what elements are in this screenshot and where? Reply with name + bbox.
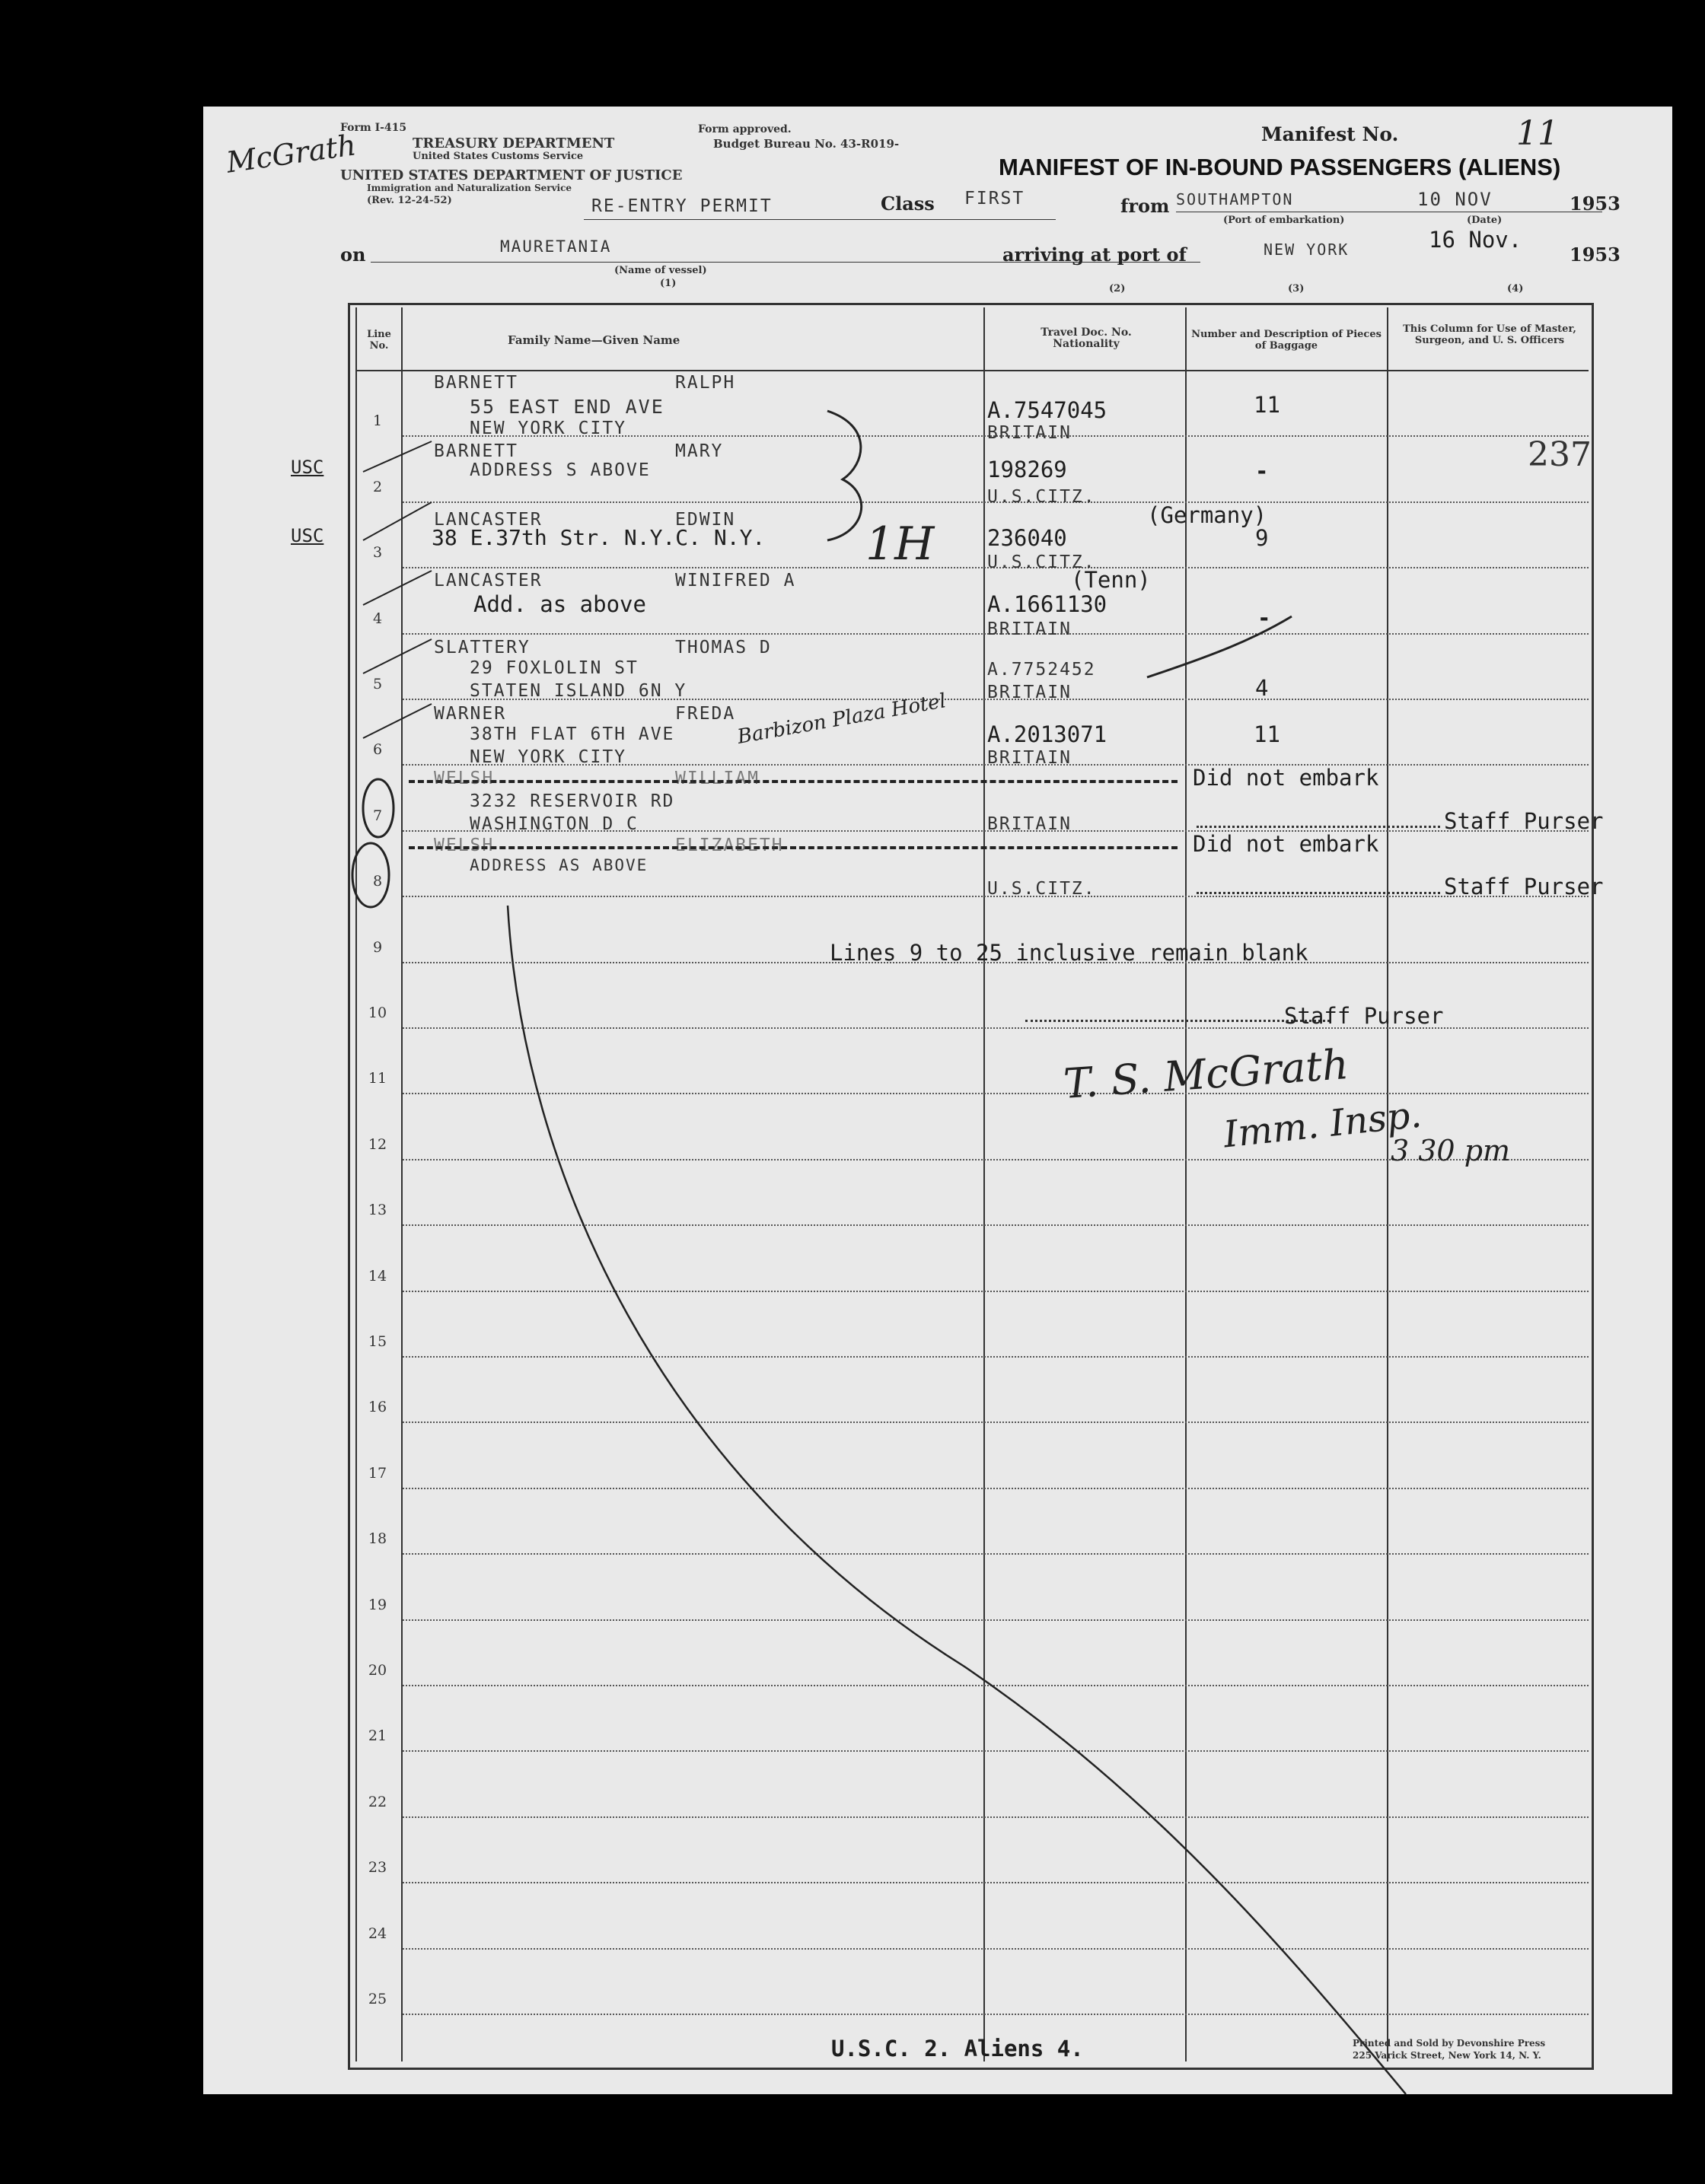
row-number: 16 [368, 1399, 387, 1416]
passenger-3-doc-note: (Germany) [1147, 502, 1267, 528]
passenger-4-doc-note: (Tenn) [1071, 567, 1151, 593]
passenger-2-nationality: U.S.CITZ. [987, 487, 1096, 507]
vessel-caption: (Name of vessel) [614, 265, 707, 276]
row-rule [403, 1948, 1589, 1950]
passenger-7-address-1: 3232 RESERVOIR RD [470, 791, 675, 811]
row-rule [403, 1291, 1589, 1292]
passenger-1-address-1: 55 EAST END AVE [470, 396, 664, 418]
passenger-7-nationality: BRITAIN [987, 814, 1072, 834]
time-note: 3 30 pm [1391, 1134, 1511, 1167]
on-label: on [340, 244, 366, 266]
passenger-5-doc: A.7752452 [987, 660, 1096, 680]
row-number: 2 [372, 478, 383, 495]
row-number: 9 [372, 938, 383, 956]
passenger-1-given: RALPH [675, 373, 736, 393]
passenger-3-doc: 236040 [987, 525, 1067, 551]
passenger-7-status: Did not embark [1193, 765, 1379, 791]
form-approved: Form approved. [698, 123, 792, 135]
passenger-6-doc: A.2013071 [987, 721, 1107, 747]
form-title: MANIFEST OF IN-BOUND PASSENGERS (ALIENS) [999, 154, 1561, 180]
passenger-4-address-1: Add. as above [473, 591, 646, 617]
row-rule [403, 1750, 1589, 1752]
officer-note-237: 237 [1528, 435, 1592, 474]
name-heading: Family Name—Given Name [508, 333, 680, 347]
row-rule [403, 1553, 1589, 1555]
passenger-4-family: LANCASTER [434, 571, 543, 591]
printer-line-1: Printed and Sold by Devonshire Press [1353, 2038, 1546, 2049]
immigration-inspector-mark: Imm. Insp. [1221, 1093, 1424, 1157]
column-number-2: (2) [1109, 283, 1126, 294]
ins-service: Immigration and Naturalization Service [367, 183, 572, 193]
passenger-5-nationality: BRITAIN [987, 683, 1072, 702]
manifest-page [203, 107, 1672, 2094]
passenger-2-baggage: - [1255, 458, 1269, 484]
passenger-3-address-1: 38 E.37th Str. N.Y.C. N.Y. [432, 525, 766, 550]
row-rule [403, 1422, 1589, 1423]
date-caption: (Date) [1467, 215, 1503, 226]
depart-date: 10 NOV [1417, 189, 1493, 210]
row-number: 10 [368, 1004, 387, 1021]
passenger-6-nationality: BRITAIN [987, 748, 1072, 768]
row-number: 20 [368, 1662, 387, 1679]
row-rule [403, 1356, 1589, 1358]
passenger-7-purser: Staff Purser [1444, 808, 1604, 834]
row-number: 21 [368, 1727, 387, 1745]
usc-mark-2: USC [291, 525, 324, 546]
passenger-4-given: WINIFRED A [675, 571, 796, 591]
row-number: 14 [368, 1267, 387, 1285]
line-no-heading: Line No. [367, 329, 391, 352]
passenger-2-doc: 198269 [987, 457, 1067, 482]
column-number-3: (3) [1288, 283, 1305, 294]
passenger-3-nationality: U.S.CITZ. [987, 552, 1096, 572]
passenger-8-address-1: ADDRESS AS ABOVE [470, 856, 649, 874]
permit-type: RE-ENTRY PERMIT [591, 196, 773, 216]
row-number: 15 [368, 1333, 387, 1350]
passenger-1-doc: A.7547045 [987, 397, 1107, 423]
form-revision: (Rev. 12-24-52) [367, 195, 452, 206]
passenger-6-hand-note: Barbizon Plaza Hotel [735, 689, 948, 749]
row-number: 18 [368, 1530, 387, 1548]
row-rule [403, 1816, 1589, 1818]
inspector-signature: T. S. McGrath [1062, 1039, 1350, 1109]
column-number-4: (4) [1507, 283, 1524, 294]
passenger-4-doc: A.1661130 [987, 591, 1107, 617]
row-number: 4 [372, 610, 383, 627]
passenger-2-family: BARNETT [434, 441, 518, 461]
passenger-8-purser: Staff Purser [1444, 874, 1604, 899]
row-number: 11 [368, 1070, 387, 1087]
passenger-3-baggage: 9 [1255, 525, 1269, 551]
from-label: from [1120, 195, 1170, 217]
passenger-4-baggage: - [1257, 605, 1271, 631]
passenger-1-nationality: BRITAIN [987, 423, 1072, 443]
passenger-8-status: Did not embark [1193, 831, 1379, 857]
from-value: SOUTHAMPTON [1176, 190, 1294, 209]
passenger-8-nationality: U.S.CITZ. [987, 879, 1096, 899]
depart-year: 1953 [1570, 193, 1621, 215]
row-number: 17 [368, 1464, 387, 1482]
row-number: 22 [368, 1793, 387, 1810]
arrival-port: NEW YORK [1264, 240, 1350, 259]
passenger-7-address-2: WASHINGTON D C [470, 814, 639, 834]
row-number: 5 [372, 676, 383, 692]
manifest-no-value: 11 [1516, 114, 1559, 153]
row-number: 25 [368, 1991, 387, 2007]
manifest-no-label: Manifest No. [1261, 123, 1399, 145]
row-number: 12 [368, 1135, 387, 1153]
baggage-heading: Number and Description of Pieces of Baggage [1191, 329, 1382, 352]
arriving-label: arriving at port of [1002, 244, 1187, 266]
passenger-3-family: LANCASTER [434, 510, 543, 530]
row-number: 7 [372, 807, 383, 824]
row-number: 13 [368, 1202, 387, 1219]
officers-heading: This Column for Use of Master, Surgeon, and U. S. Officers [1403, 323, 1576, 346]
passenger-5-address-1: 29 FOXLOLIN ST [470, 658, 639, 678]
passenger-5-baggage: 4 [1255, 675, 1269, 701]
row-rule [403, 1882, 1589, 1883]
class-label: Class [881, 193, 935, 215]
corner-initials: McGrath [224, 128, 359, 180]
row-number: 23 [368, 1859, 387, 1877]
passenger-5-address-2: STATEN ISLAND 6N Y [470, 681, 687, 701]
budget-bureau: Budget Bureau No. 43-R019- [713, 137, 900, 151]
passenger-7-given: WILLIAM [675, 769, 760, 788]
passenger-1-baggage: 11 [1254, 392, 1280, 418]
row-number: 1 [372, 412, 383, 430]
printer-line-2: 225 Varick Street, New York 14, N. Y. [1353, 2050, 1541, 2061]
row-rule [403, 1224, 1589, 1226]
passenger-5-family: SLATTERY [434, 638, 531, 657]
passenger-6-family: WARNER [434, 704, 507, 724]
row-rule [403, 1488, 1589, 1489]
passenger-4-nationality: BRITAIN [987, 619, 1072, 639]
form-number: Form I-415 [340, 122, 407, 134]
usc-mark-1: USC [291, 457, 324, 478]
justice-dept: UNITED STATES DEPARTMENT OF JUSTICE [340, 167, 683, 183]
passenger-8-given: ELIZABETH [675, 836, 784, 855]
passenger-6-address-2: NEW YORK CITY [470, 747, 627, 767]
passenger-6-given: FREDA [675, 704, 736, 724]
purser-signoff: Staff Purser [1284, 1003, 1444, 1029]
passenger-6-baggage: 11 [1254, 721, 1280, 747]
row-rule [403, 2014, 1589, 2015]
row-number: 8 [372, 873, 383, 890]
passenger-2-address-1: ADDRESS S ABOVE [470, 460, 651, 480]
footer-totals: U.S.C. 2. Aliens 4. [831, 2036, 1084, 2061]
passenger-6-address-1: 38TH FLAT 6TH AVE [470, 724, 675, 744]
row-rule [403, 1685, 1589, 1686]
mark-1h: 1H [865, 517, 935, 571]
row-number: 19 [368, 1596, 387, 1613]
passenger-1-address-2: NEW YORK CITY [470, 419, 627, 438]
port-embark-caption: (Port of embarkation) [1223, 215, 1345, 226]
row-number: 24 [368, 1925, 387, 1942]
class-value: FIRST [964, 189, 1025, 209]
passenger-8-family: WELSH [434, 836, 495, 855]
travel-doc-heading: Travel Doc. No. Nationality [1041, 326, 1132, 350]
passenger-7-family: WELSH [434, 769, 495, 788]
row-number: 6 [372, 741, 383, 759]
passenger-5-given: THOMAS D [675, 638, 772, 657]
passenger-2-given: MARY [675, 441, 724, 461]
row-number: 3 [372, 544, 383, 562]
blank-lines-note: Lines 9 to 25 inclusive remain blank [830, 940, 1308, 966]
passenger-3-given: EDWIN [675, 510, 736, 530]
passenger-1-family: BARNETT [434, 373, 518, 393]
arrival-date: 16 Nov. [1429, 227, 1522, 253]
arrival-year: 1953 [1570, 244, 1621, 266]
column-number-1: (1) [660, 278, 677, 289]
treasury-dept: TREASURY DEPARTMENT [413, 135, 615, 151]
row-rule [403, 1619, 1589, 1621]
vessel-name: MAURETANIA [500, 237, 612, 256]
customs-service: United States Customs Service [413, 151, 584, 162]
